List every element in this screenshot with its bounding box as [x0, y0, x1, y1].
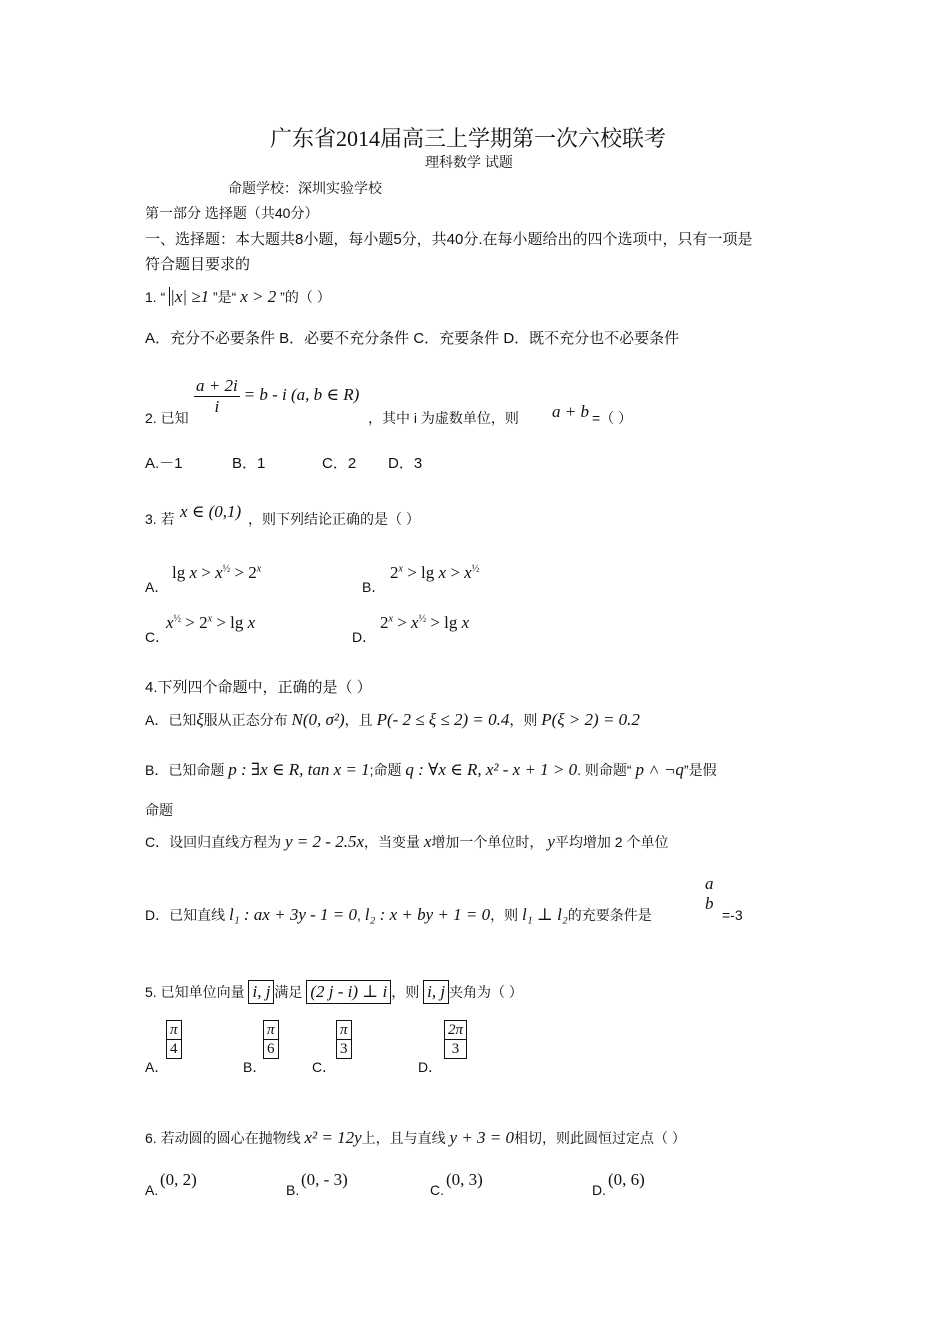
page-title: 广东省2014届高三上学期第一次六校联考 [270, 126, 667, 151]
part-heading: 第一部分 选择题（共40分） [145, 205, 319, 221]
q1-options: A．充分不必要条件 B．必要不充分条件 C．充要条件 D．既不充分也不必要条件 [145, 330, 680, 347]
q6-option-c-label: C. [430, 1182, 444, 1198]
q2-mid-text: ，其中 i 为虚数单位，则 [368, 410, 519, 426]
q2-option-c: C．2 [322, 455, 357, 472]
q5d-den: 3 [451, 1041, 460, 1057]
q5c-den: 3 [340, 1041, 348, 1057]
q6-line: y + 3 = 0 [449, 1128, 515, 1147]
q4d-lead: D．已知直线 [145, 907, 226, 923]
q4-option-a [145, 710, 640, 730]
q4d-perpendicular: l₁ ⊥ l₂ [522, 905, 568, 924]
q4a-lead: A．已知 [145, 712, 197, 728]
q5-end: 夹角为（ ） [449, 984, 523, 1000]
q4-option-d [145, 905, 652, 925]
q6-option-b-label: B. [286, 1182, 300, 1198]
q3-option-a-label: A． [145, 579, 169, 595]
q4a-mid3: ，则 [509, 712, 538, 728]
q3-option-a-expr: $\lg x > x^{\frac{1}{2}} > 2^x$ [172, 563, 262, 582]
q4b-end: . 则命题“ [577, 762, 632, 778]
q1-mid-text: ”是“ [213, 289, 237, 305]
q4d-frac-den: b [705, 894, 714, 913]
q2-end-text: =（ ） [592, 410, 633, 426]
q1-end-text: ”的（ ） [280, 289, 331, 305]
q4b-compound: p ˄ ¬q [635, 760, 684, 779]
q4b-proposition-p: p : ∃x ∈ R, tan x = 1 [228, 760, 370, 779]
q2-lead: 2. 已知 [145, 410, 189, 426]
q4b-lead: B．已知命题 [145, 762, 225, 778]
q4a-mid1: 服从正态分布 [203, 712, 288, 728]
q4c-lead: C．设回归直线方程为 [145, 834, 282, 850]
q3-option-b-label: B． [362, 579, 386, 595]
q2-expr: a + b [552, 402, 589, 421]
q4d-mid: ，则 [490, 907, 519, 923]
q4c-var-y: y [547, 832, 555, 851]
q5a-den: 4 [170, 1041, 178, 1057]
q5-option-d-value [444, 1020, 467, 1059]
q6-option-d-value: (0, 6) [608, 1170, 645, 1189]
q4a-xi: ξ [196, 710, 204, 729]
q4d-comma: , [357, 907, 361, 923]
q4a-mid2: ，且 [344, 712, 373, 728]
q1-expr-gt: x > 2 [240, 287, 277, 306]
q6-parabola: x² = 12y [304, 1128, 362, 1147]
q1-number: 1. [145, 289, 157, 305]
q6-option-d-label: D. [592, 1182, 606, 1198]
q1-expr-abs: |x| ≥1 [170, 287, 210, 306]
q3-option-c-label: C． [145, 629, 170, 645]
q5-option-c-value [336, 1020, 352, 1059]
q4a-normal-dist: N(0, σ²) [291, 710, 345, 729]
q5c-num: π [337, 1021, 351, 1040]
q4d-line-l2: l₂ : x + by + 1 = 0 [364, 905, 491, 924]
q5-option-a-label: A． [145, 1059, 169, 1075]
q4c-regression-eq: y = 2 - 2.5x [285, 832, 364, 851]
q4c-mid2: 增加一个单位时， [431, 834, 544, 850]
q2-rhs: = b - i (a, b ∈ R) [243, 385, 360, 405]
q2-equation [194, 376, 359, 417]
q5-option-a-value [166, 1020, 182, 1059]
q2-fraction [194, 376, 240, 417]
q4a-probability-1: P(- 2 ≤ ξ ≤ 2) = 0.4 [376, 710, 510, 729]
q2-denominator: i [214, 397, 220, 416]
q5-option-c-label: C． [312, 1059, 337, 1075]
q3-end-text: ，则下列结论正确的是（ ） [248, 511, 420, 527]
q4d-end: =-3 [722, 907, 743, 923]
q2-numerator: a + 2i [196, 376, 238, 395]
q3-option-b-expr: $2^x > \lg x > x^{\frac{1}{2}}$ [390, 563, 480, 582]
question-6 [145, 1128, 686, 1148]
q4d-fraction [703, 874, 716, 914]
q4c-var-x: x [423, 832, 432, 851]
q4b-line2: 命题 [145, 802, 173, 818]
section-instructions-line2: 符合题目要求的 [145, 256, 251, 273]
q6-option-c-value: (0, 3) [446, 1170, 483, 1189]
q6-option-a-value: (0, 2) [160, 1170, 197, 1189]
q1-quote-open: “ [160, 289, 166, 305]
q5b-num: π [264, 1021, 278, 1040]
q3-option-d-expr: $2^x > x^{\frac{1}{2}} > \lg x$ [380, 613, 470, 632]
q6-end: 相切，则此圆恒过定点（ ） [514, 1130, 686, 1146]
q3-expr: x ∈ (0,1) [180, 502, 242, 521]
q5-condition-box: (2 j - i) ⊥ i [306, 980, 391, 1004]
q5-option-d-label: D． [418, 1059, 443, 1075]
q4-option-c [145, 832, 668, 852]
q4d-ratio [703, 874, 716, 914]
q5-vectors-box-2: i, j [423, 980, 449, 1004]
q6-lead: 6. 若动圆的圆心在抛物线 [145, 1130, 301, 1146]
q3-lead: 3. 若 [145, 511, 175, 527]
q3-option-c-expr: $x^{\frac{1}{2}} > 2^x > \lg x$ [166, 613, 256, 632]
q6-mid: 上，且与直线 [361, 1130, 446, 1146]
q2-option-b: B．1 [232, 455, 266, 472]
q5-mid1: 满足 [274, 984, 303, 1000]
q3-option-d-label: D． [352, 629, 377, 645]
q5-lead: 5. 已知单位向量 [145, 984, 245, 1000]
question-5 [145, 980, 523, 1004]
q2-option-a: A.－1 [145, 455, 183, 472]
q5-mid2: ，则 [391, 984, 420, 1000]
q4d-line-l1: l₁ : ax + 3y - 1 = 0 [229, 905, 358, 924]
q6-option-a-label: A. [145, 1182, 159, 1198]
q5a-num: π [167, 1021, 181, 1040]
q5-option-b-value [263, 1020, 279, 1059]
q2-option-d: D．3 [388, 455, 423, 472]
q5b-den: 6 [267, 1041, 275, 1057]
q4c-end: 平均增加 2 个单位 [554, 834, 669, 850]
q6-option-b-value: (0, - 3) [301, 1170, 348, 1189]
school-line: 命题学校：深圳实验学校 [228, 180, 382, 196]
q5-vectors-box-1: i, j [248, 980, 274, 1004]
q4a-probability-2: P(ξ > 2) = 0.2 [541, 710, 640, 729]
q4d-frac-num: a [705, 874, 714, 893]
q4-stem: 4.下列四个命题中，正确的是（ ） [145, 679, 372, 696]
section-instructions-line1: 一、选择题：本大题共8小题，每小题5分，共40分.在每小题给出的四个选项中，只有一项是 [145, 231, 753, 248]
q4b-end2: ”是假 [683, 762, 717, 778]
q5-option-b-label: B． [243, 1059, 267, 1075]
question-1 [145, 287, 331, 307]
q4b-proposition-q: q : ∀x ∈ R, x² - x + 1 > 0 [405, 760, 578, 779]
q4d-mid2: 的充要条件是 [567, 907, 652, 923]
q4-option-b [145, 760, 717, 780]
q4b-mid: ;命题 [369, 762, 402, 778]
q5d-num: 2π [445, 1021, 466, 1040]
page-subtitle: 理科数学 试题 [425, 154, 513, 170]
q4c-mid: ，当变量 [364, 834, 420, 850]
